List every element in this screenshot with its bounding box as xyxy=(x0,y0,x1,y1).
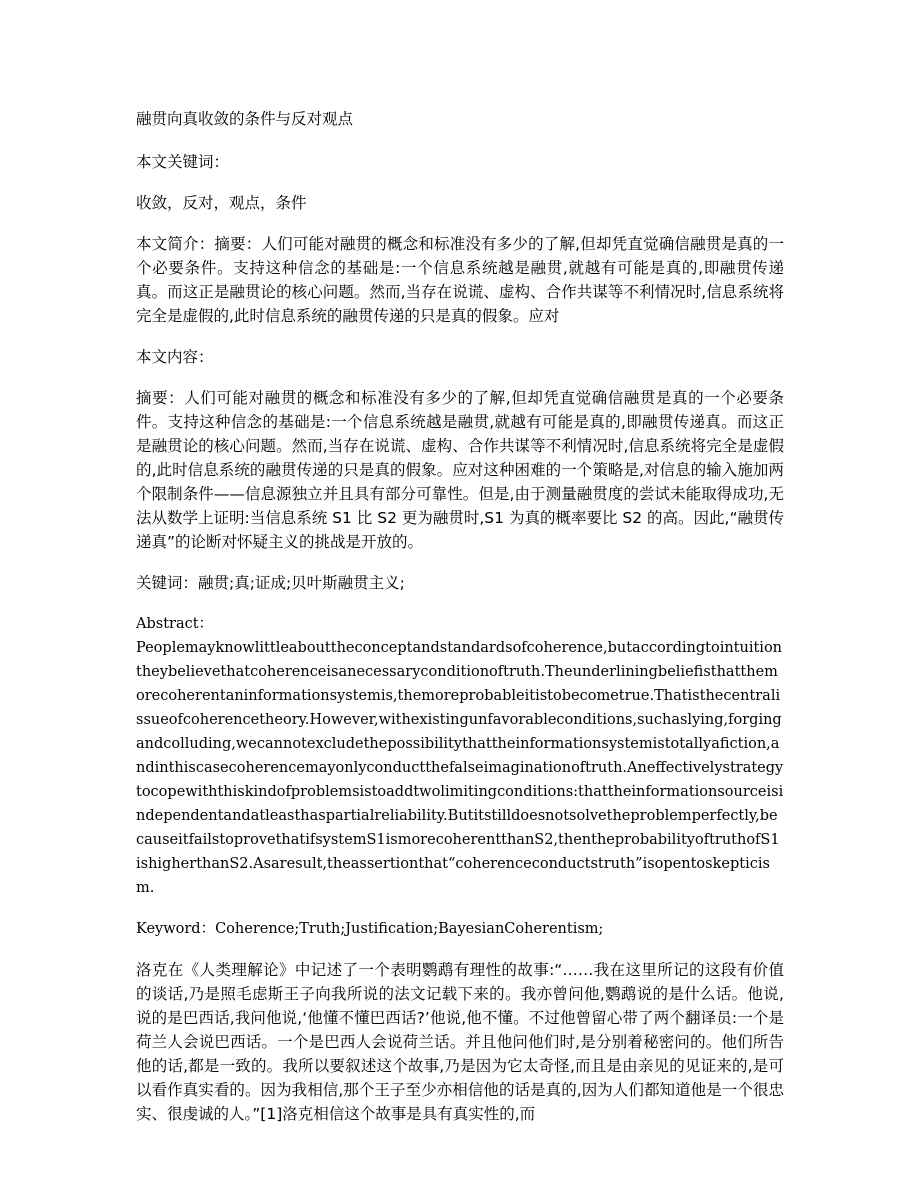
english-keywords: Keyword：Coherence;Truth;Justification;BayesianCoherentism; xyxy=(136,921,604,937)
document-title: 融贯向真收敛的条件与反对观点 xyxy=(136,110,354,128)
keywords-list: 收敛，反对，观点，条件 xyxy=(136,194,307,212)
chinese-keywords: 关键词：融贯;真;证成;贝叶斯融贯主义; xyxy=(136,574,405,592)
keywords-label: 本文关键词： xyxy=(136,153,230,171)
chinese-abstract: 摘要：人们可能对融贯的概念和标准没有多少的了解,但却凭直觉确信融贯是真的一个必要条件。支持这种信念的基础是:一个信息系统越是融贯,就越有可能是真的,即融贯传递真。而这正是融贯论的核心问题。然而,当存在说谎、虚构、合作共谋等不利情况时,信息系统将完全是虚假的,此时信息系统的融贯传递的只是真的假象。应对这种困难的一个策略是,对信息的输入施加两个限制条件——信息源独立并且具有部分可靠性。但是,由于测量融贯度的尝试未能取得成功,无法从数学上证明:当信息系统 S1 比 S2 更为融贯时,S1 为真的概率要比 S2 的高。因此,“融贯传递真”的论断对怀疑主义的挑战是开放的。 xyxy=(136,389,784,551)
document-page xyxy=(136,108,784,1143)
english-abstract-text: Peoplemayknowlittleabouttheconceptandstandardsofcoherence,butaccordingtointuitiontheybelievethatcoherenceisanecessaryconditionoftruth.Theunderliningbeliefisthatthemorecoherentaninformationsystemis,themoreprobableitistobecometrue.Thatisthecentralissueofcoherencetheory.However,withexistingunfavorableconditions,suchaslying,forgingandcolluding,wecannotexcludethepossibilitythattheinformationsystemistotallyafiction,andinthiscasecoherencemayonlyconductthefalseimaginationoftruth.Aneffectivelystrategytocopewiththiskindofproblemsistoaddtwolimitingconditions:thattheinformationsourceisindependentandatleasthaspartialreliability.Butitstilldoesnotsolvetheproblemperfectly,becauseitfailstoprovethatifsystemS1ismorecoherentthanS2,thentheprobabilityoftruthofS1ishigherthanS2.Asaresult,theassertionthat“coherenceconductstruth”isopentoskepticism. xyxy=(136,640,784,896)
body-paragraph: 洛克在《人类理解论》中记述了一个表明鹦鹉有理性的故事:“……我在这里所记的这段有价值的谈话,乃是照毛虑斯王子向我所说的法文记载下来的。我亦曾问他,鹦鹉说的是什么话。他说,说的是巴西话,我问他说,‘他懂不懂巴西话?’他说,他不懂。不过他曾留心带了两个翻译员:一个是荷兰人会说巴西话。一个是巴西人会说荷兰话。并且他问他们时,是分别着秘密问的。他们所告他的话,都是一致的。我所以要叙述这个故事,乃是因为它太奇怪,而且是由亲见的见证来的,是可以看作真实看的。因为我相信,那个王子至少亦相信他的话是真的,因为人们都知道他是一个很忠实、很虔诚的人。”[1]洛克相信这个故事是具有真实性的,而 xyxy=(136,961,784,1123)
content-label: 本文内容： xyxy=(136,348,214,366)
summary-paragraph: 本文简介：摘要：人们可能对融贯的概念和标准没有多少的了解,但却凭直觉确信融贯是真的一个必要条件。支持这种信念的基础是:一个信息系统越是融贯,就越有可能是真的,即融贯传递真。而这正是融贯论的核心问题。然而,当存在说谎、虚构、合作共谋等不利情况时,信息系统将完全是虚假的,此时信息系统的融贯传递的只是真的假象。应对 xyxy=(136,235,784,325)
english-abstract-block xyxy=(136,612,784,900)
english-abstract-label: Abstract： xyxy=(136,616,214,632)
